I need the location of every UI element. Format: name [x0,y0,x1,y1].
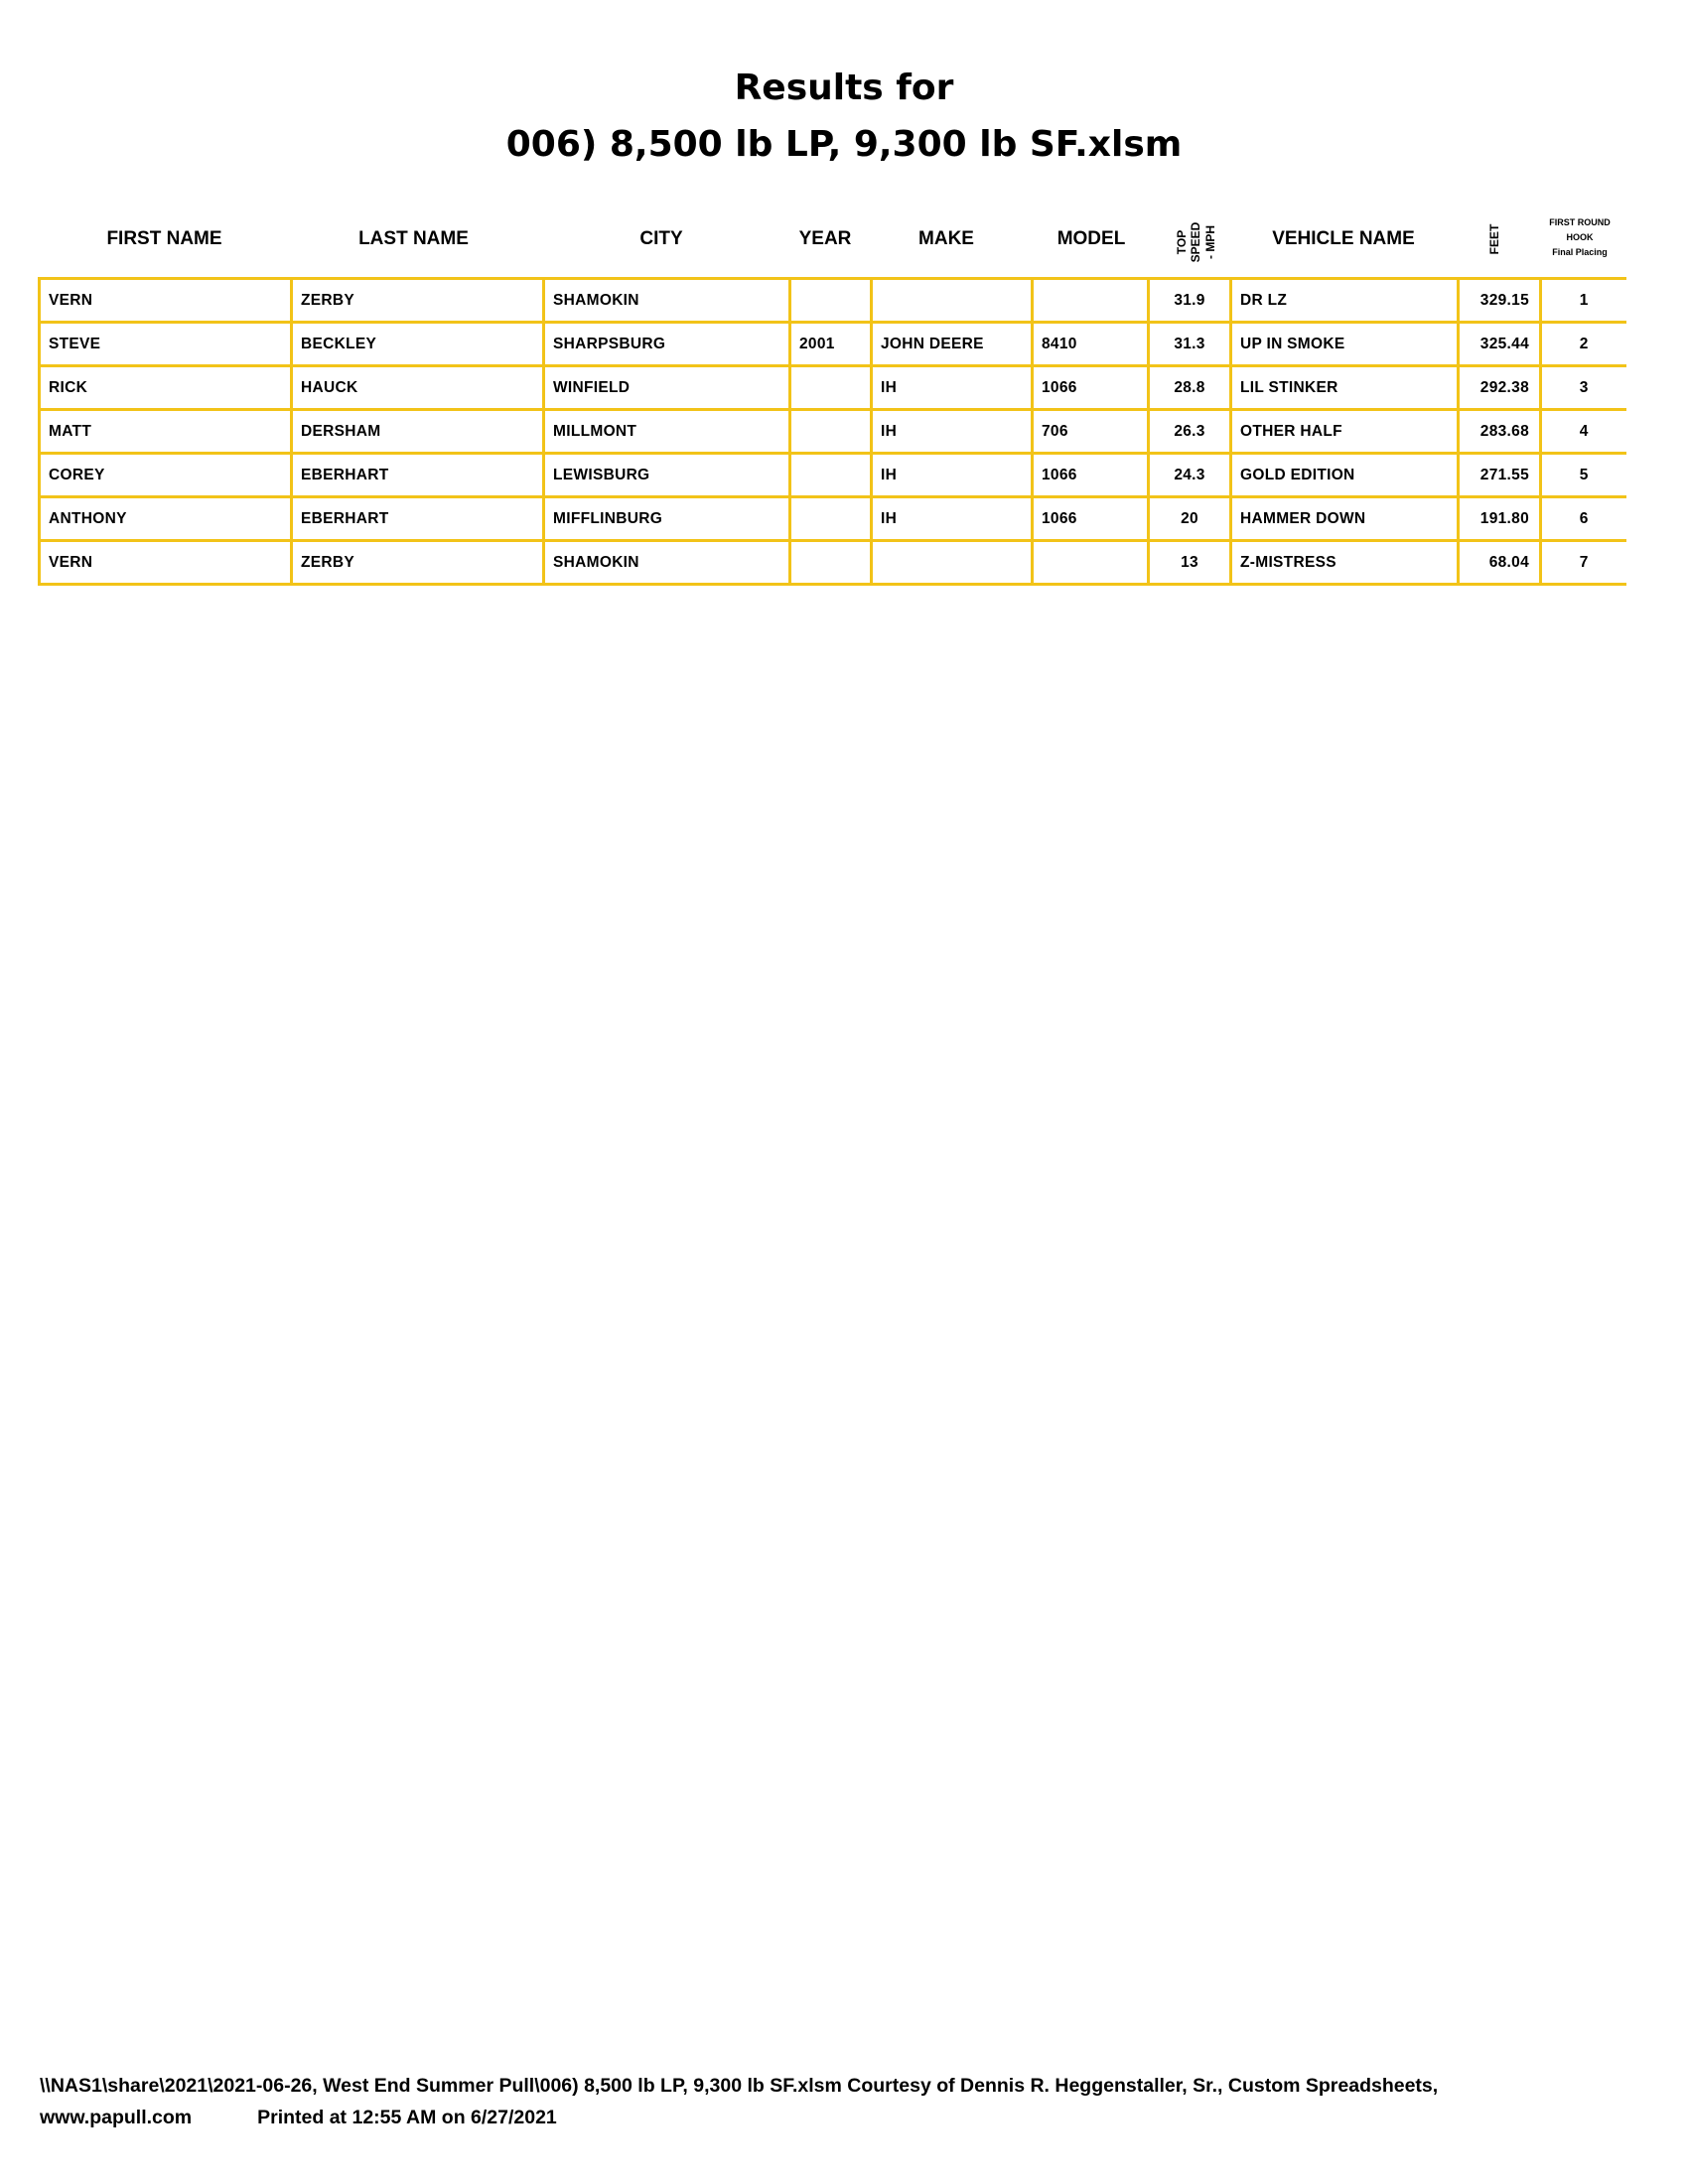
cell-city: WINFIELD [544,366,790,410]
cell-placing: 6 [1541,497,1626,541]
cell-top-speed: 31.3 [1149,323,1231,366]
cell-model: 706 [1033,410,1149,454]
cell-city: SHAMOKIN [544,279,790,323]
cell-top-speed: 13 [1149,541,1231,585]
table-row [40,410,1626,454]
footer-website[interactable]: www.papull.com [40,2107,193,2128]
cell-top-speed: 20 [1149,497,1231,541]
cell-first-name: VERN [40,279,292,323]
cell-city: SHARPSBURG [544,323,790,366]
header-feet: FEET [1487,223,1501,255]
cell-city: LEWISBURG [544,454,790,497]
footer-info [40,2109,557,2128]
cell-feet: 325.44 [1459,323,1541,366]
cell-model: 1066 [1033,497,1149,541]
cell-placing: 5 [1541,454,1626,497]
table-row [40,497,1626,541]
cell-make: JOHN DEERE [872,323,1033,366]
table-row [40,279,1626,323]
cell-first-name: RICK [40,366,292,410]
cell-city: MIFFLINBURG [544,497,790,541]
cell-year [790,279,872,323]
header-last-name: LAST NAME [358,228,469,249]
cell-make [872,541,1033,585]
cell-first-name: COREY [40,454,292,497]
header-top-speed-line3: - MPH [1202,225,1217,259]
cell-placing: 3 [1541,366,1626,410]
header-top-speed-line1: TOP [1175,229,1189,255]
page-title: Results for [734,68,954,108]
cell-make: IH [872,410,1033,454]
cell-vehicle-name: GOLD EDITION [1231,454,1459,497]
table-row [40,366,1626,410]
cell-placing: 2 [1541,323,1626,366]
header-top-speed-line2: SPEED [1189,221,1203,263]
cell-first-name: STEVE [40,323,292,366]
cell-last-name: EBERHART [292,497,544,541]
header-placing-line2: HOOK [1566,232,1594,242]
cell-make: IH [872,454,1033,497]
cell-make: IH [872,497,1033,541]
cell-last-name: EBERHART [292,454,544,497]
cell-year [790,541,872,585]
header-year: YEAR [798,228,852,249]
cell-first-name: VERN [40,541,292,585]
footer-path: \\NAS1\share\2021\2021-06-26, West End Summer Pull\006) 8,500 lb LP, 9,300 lb SF.xlsm Courtesy of Dennis R. Heggenstaller, Sr., Custom Spreadsheets, [40,2075,1439,2097]
table-row [40,454,1626,497]
cell-last-name: BECKLEY [292,323,544,366]
cell-year [790,366,872,410]
cell-last-name: ZERBY [292,279,544,323]
cell-model: 8410 [1033,323,1149,366]
cell-model: 1066 [1033,366,1149,410]
cell-first-name: ANTHONY [40,497,292,541]
cell-year [790,497,872,541]
cell-vehicle-name: HAMMER DOWN [1231,497,1459,541]
file-title: 006) 8,500 lb LP, 9,300 lb SF.xlsm [505,124,1183,165]
cell-placing: 4 [1541,410,1626,454]
cell-year [790,410,872,454]
cell-city: MILLMONT [544,410,790,454]
table-row [40,323,1626,366]
header-vehicle-name: VEHICLE NAME [1272,228,1415,249]
cell-last-name: HAUCK [292,366,544,410]
cell-vehicle-name: LIL STINKER [1231,366,1459,410]
cell-placing: 7 [1541,541,1626,585]
header-make: MAKE [918,228,974,249]
cell-feet: 191.80 [1459,497,1541,541]
header-top-speed [1175,198,1218,287]
cell-feet: 329.15 [1459,279,1541,323]
cell-vehicle-name: DR LZ [1231,279,1459,323]
cell-make [872,279,1033,323]
cell-feet: 68.04 [1459,541,1541,585]
cell-feet: 283.68 [1459,410,1541,454]
cell-model [1033,279,1149,323]
cell-top-speed: 31.9 [1149,279,1231,323]
header-model: MODEL [1056,228,1126,249]
cell-feet: 292.38 [1459,366,1541,410]
cell-top-speed: 28.8 [1149,366,1231,410]
table-row [40,541,1626,585]
cell-first-name: MATT [40,410,292,454]
cell-last-name: ZERBY [292,541,544,585]
cell-year [790,454,872,497]
header-placing [1535,215,1624,260]
header-first-name: FIRST NAME [106,228,222,249]
cell-vehicle-name: Z-MISTRESS [1231,541,1459,585]
header-placing-line3: Final Placing [1552,247,1608,257]
cell-vehicle-name: OTHER HALF [1231,410,1459,454]
cell-placing: 1 [1541,279,1626,323]
header-city: CITY [639,228,683,249]
results-table [38,277,1626,586]
cell-year: 2001 [790,323,872,366]
cell-vehicle-name: UP IN SMOKE [1231,323,1459,366]
cell-last-name: DERSHAM [292,410,544,454]
cell-top-speed: 26.3 [1149,410,1231,454]
footer-printed: Printed at 12:55 AM on 6/27/2021 [257,2107,557,2128]
cell-model [1033,541,1149,585]
cell-make: IH [872,366,1033,410]
header-placing-line1: FIRST ROUND [1549,217,1611,227]
cell-model: 1066 [1033,454,1149,497]
cell-feet: 271.55 [1459,454,1541,497]
cell-city: SHAMOKIN [544,541,790,585]
cell-top-speed: 24.3 [1149,454,1231,497]
